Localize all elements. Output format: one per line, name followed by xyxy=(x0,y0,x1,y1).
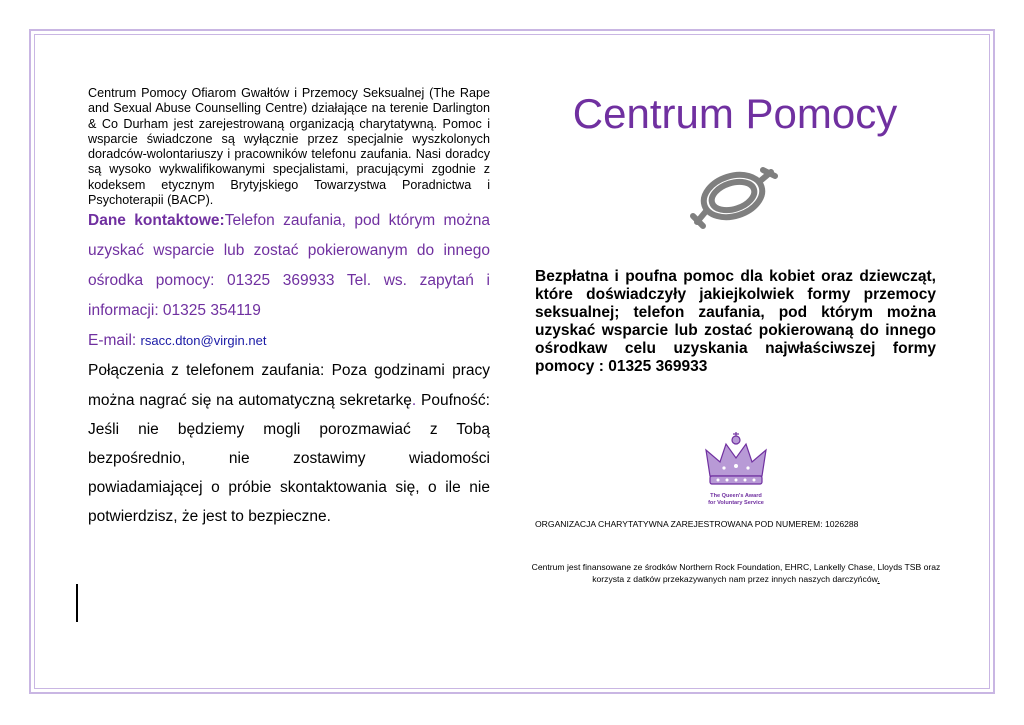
award-line-1: The Queen's Award xyxy=(710,493,762,499)
email-label: E-mail xyxy=(88,332,132,350)
email-address-link[interactable]: rsacc.dton@virgin.net xyxy=(140,333,267,349)
registration-number: ORGANIZACJA CHARYTATYWNA ZAREJESTROWANA POD NUMEREM: 1026288 xyxy=(535,519,859,529)
helpline-part1: Połączenia z telefonem zaufania: Poza godzinami pracy można nagrać się na automatyczną sekretarkę xyxy=(88,362,490,409)
helpline-paragraph xyxy=(88,356,490,531)
text-cursor-mark xyxy=(76,584,78,622)
page-title: Centrum Pomocy xyxy=(572,90,898,137)
interlocked-female-symbols-icon xyxy=(687,166,779,230)
contact-paragraph xyxy=(88,206,490,326)
funding-end: . xyxy=(877,574,880,584)
helpline-dot: . xyxy=(411,391,417,409)
contact-label: Dane kontaktowe: xyxy=(88,212,225,230)
email-line xyxy=(88,326,490,356)
intro-paragraph: Centrum Pomocy Ofiarom Gwałtów i Przemocy Seksualnej (The Rape and Sexual Abuse Counselling Centre) działające na terenie Darlington & Co Durham jest zarejestrowaną organizacją charytatywną. Pomoc i wsparcie świadczone są wyłącznie przez specjalnie wyszkolonych doradców-wolontariuszy i pracowników telefonu zaufania. Nasi doradcy są wysoko wykwalifikowanymi specjalistami, pracującymi zgodnie z kodeksem etycznym Brytyjskiego Towarzystwa Poradnictwa i Psychoterapii (BACP). xyxy=(88,86,490,208)
left-column xyxy=(88,86,490,532)
funding-note xyxy=(530,561,942,585)
tagline-paragraph: Bezpłatna i poufna pomoc dla kobiet oraz dziewcząt, które doświadczyły jakiejkolwiek formy przemocy seksualnej; telefon zaufania, pod którym można uzyskać wsparcie lub zostać pokierowaną do innego ośrodkaw celu uzyskania najwłaściwszej formy pomocy : 01325 369933 xyxy=(535,268,936,375)
award-line-2: for Voluntary Service xyxy=(708,500,764,506)
funding-text: Centrum jest finansowane ze środków Northern Rock Foundation, EHRC, Lankelly Chase, Lloyds TSB oraz korzysta z datków przekazywanych nam przez innych naszych darczyńców xyxy=(531,562,941,584)
contact-text: Telefon zaufania, pod którym można uzyskać wsparcie lub zostać pokierowanym do innego ośrodka pomocy: 01325 369933 Tel. ws. zapytań i informacji: 01325 354119 xyxy=(88,212,491,320)
helpline-part2: Poufność: Jeśli nie będziemy mogli porozmawiać z Tobą bezpośrednio, nie zostawimy wiadomości powiadamiającej o próbie skontaktowania się, o ile nie potwierdzisz, że jest to bezpieczne. xyxy=(88,391,490,526)
award-caption xyxy=(696,493,776,507)
email-colon: : xyxy=(131,332,137,350)
